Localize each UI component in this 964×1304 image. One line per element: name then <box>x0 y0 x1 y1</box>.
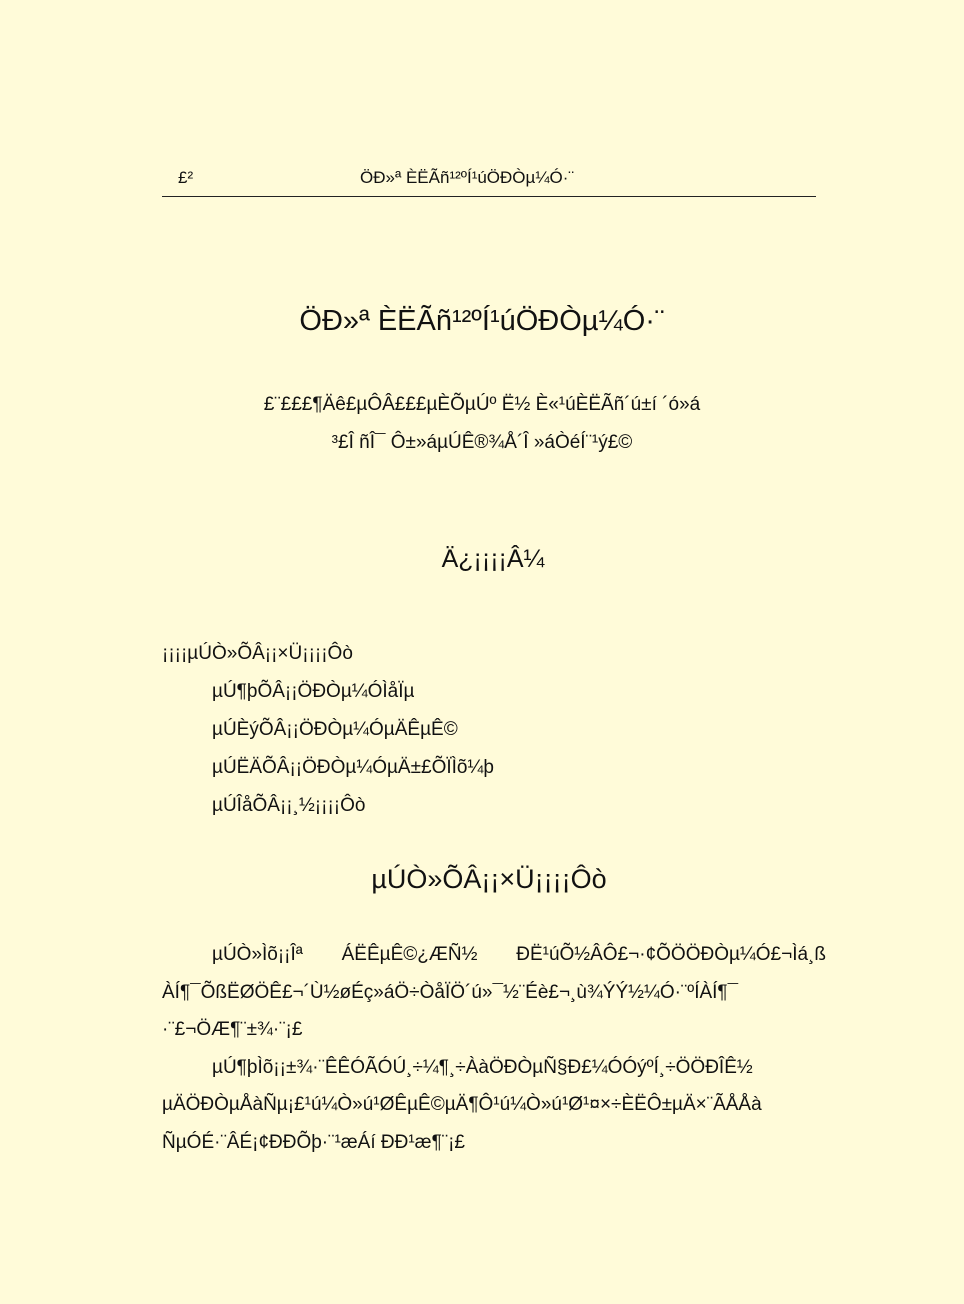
page-number: £² <box>178 168 194 187</box>
running-header <box>162 166 816 197</box>
paragraph-line: ÀÍ¶¯ÕßËØÖÊ£¬´Ù½øÉç»áÖ÷ÒåÏÖ´ú»¯½¨Éè£¬¸ù¾ÝÝ½¼Ó·¨ºÍÀÍ¶¯ <box>162 981 739 1003</box>
toc-item[interactable]: µÚËÄÕÂ¡¡ÖÐÒµ¼ÓµÄ±£ÕÏÌõ¼þ <box>212 757 494 778</box>
running-title: ÖÐ»ª ÈËÃñ¹²ºÍ¹úÖÐÒµ¼Ó·¨ <box>360 168 575 187</box>
paragraph-line: µÚ¶þÌõ¡¡±¾·¨ÊÊÓÃÓÚ¸÷¼¶¸÷ÀàÖÐÒµÑ§Ð£¼ÓÓýºÍ¸÷ÖÖÐÎÊ½ <box>212 1056 753 1078</box>
toc-item[interactable]: ¡¡¡¡µÚÒ»ÕÂ¡¡×Ü¡¡¡¡Ôò <box>162 643 353 664</box>
document-title: ÖÐ»ª ÈËÃñ¹²ºÍ¹úÖÐÒµ¼Ó·¨ <box>299 305 665 337</box>
chapter-body <box>162 940 826 1166</box>
adoption-note-line-1: £¨£££¶Äê£µÔÂ£££µÈÕµÚº Ë½ È«¹úÈËÃñ´ú±í ´ó»á <box>263 394 701 415</box>
paragraph-line: ÑµÓÉ·¨ÂÉ¡¢ÐÐÕþ·¨¹æÁí ÐÐ¹æ¶¨¡£ <box>162 1131 465 1153</box>
adoption-note-line-2: ³£Î ñÎ¯ Ô±»áµÚÊ®¾Å´Î »áÒéÍ¨¹ý£© <box>331 432 633 453</box>
toc-item[interactable]: µÚÎåÕÂ¡¡¸½¡¡¡¡Ôò <box>212 795 366 816</box>
paragraph-line: µÚÒ»Ìõ¡¡Îª ÁËÊµÊ©¿ÆÑ½ ÐË¹úÕ½ÂÔ£¬·¢ÕÖÖÐÒµ¼Ó£¬Ìá¸ß <box>212 944 826 965</box>
paragraph-line: ·¨£¬ÖÆ¶¨±¾·¨¡£ <box>162 1019 303 1041</box>
paragraph-line: µÄÖÐÒµÅàÑµ¡£¹ú¼Ò»ú¹ØÊµÊ©µÄ¶Ô¹ú¼Ò»ú¹Ø¹¤×÷ÈËÔ±µÄ×¨ÃÅÅà <box>162 1094 762 1116</box>
table-of-contents <box>162 640 822 830</box>
toc-item[interactable]: µÚ¶þÕÂ¡¡ÖÐÒµ¼ÓÌåÏµ <box>212 681 415 702</box>
toc-item[interactable]: µÚÈýÕÂ¡¡ÖÐÒµ¼ÓµÄÊµÊ© <box>212 719 458 740</box>
chapter-heading: µÚÒ»ÕÂ¡¡×Ü¡¡¡¡Ôò <box>371 864 607 894</box>
toc-heading: Ä¿¡¡¡¡Â¼ <box>441 545 545 573</box>
